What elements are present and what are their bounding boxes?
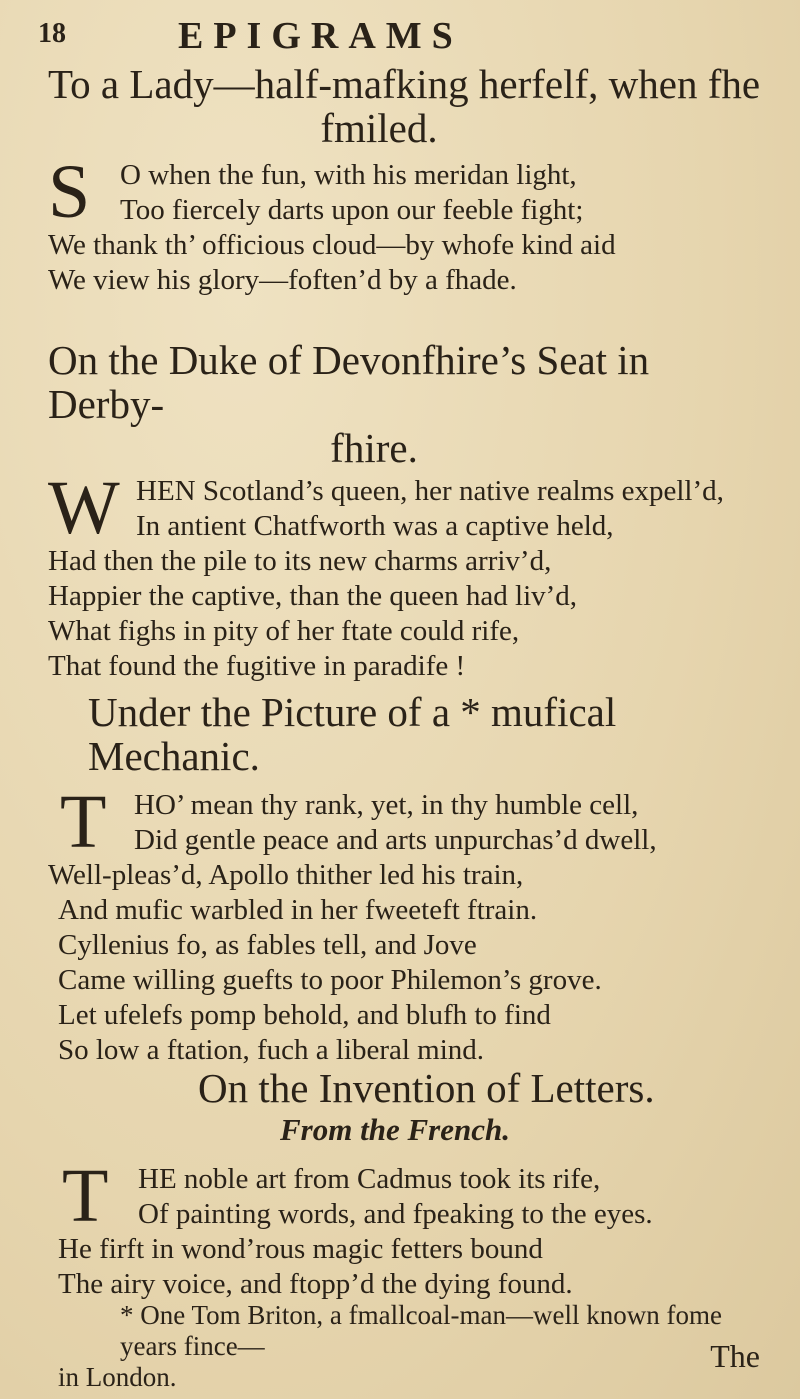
verse-line: HEN Scotland’s queen, her native realms expell’d, <box>136 475 724 507</box>
poem-subtitle: From the French. <box>280 1112 510 1147</box>
verse-line: He firft in wond’rous magic fetters bound <box>58 1233 543 1265</box>
verse-line: Let ufelefs pomp behold, and blufh to find <box>58 999 551 1031</box>
stanza <box>48 780 770 1068</box>
verse-line: We thank th’ officious cloud—by whofe kind aid <box>48 229 616 261</box>
footnote <box>48 1300 770 1393</box>
footnote-line: * One Tom Briton, a fmallcoal-man—well known fome years fince— <box>120 1300 722 1361</box>
poem-letters <box>48 1066 770 1302</box>
stanza <box>48 466 770 684</box>
verse-line: And mufic warbled in her fweeteft ftrain. <box>58 894 538 926</box>
footnote-line: in London. <box>58 1362 177 1392</box>
stanza <box>48 150 770 298</box>
poem-title: Under the Picture of a * mufical Mechanic. <box>88 689 617 779</box>
verse-line: Had then the pile to its new charms arriv’d, <box>48 545 552 577</box>
verse-line: O when the fun, with his meridan light, <box>120 159 577 191</box>
poem-title: To a Lady—half-mafking herfelf, when fhe <box>48 61 761 107</box>
poem-title: On the Duke of Devonfhire’s Seat in Derby- <box>48 337 650 427</box>
verse-line: The airy voice, and ftopp’d the dying found. <box>58 1268 573 1300</box>
poem-title-cont: fmiled. <box>320 105 438 151</box>
running-title: EPIGRAMS <box>178 15 463 57</box>
verse-line: Too fiercely darts upon our feeble fight; <box>120 194 584 226</box>
verse-line: Came willing guefts to poor Philemon’s grove. <box>58 964 602 996</box>
stanza <box>48 1154 770 1302</box>
poem-title-cont: fhire. <box>330 425 418 471</box>
drop-cap: T <box>62 1154 109 1238</box>
verse-line: What fighs in pity of her ftate could rife, <box>48 615 520 647</box>
verse-line: HO’ mean thy rank, yet, in thy humble cell, <box>134 789 639 821</box>
drop-cap: T <box>60 780 107 864</box>
catchword: The <box>710 1338 760 1374</box>
poem-lady <box>48 62 770 298</box>
drop-cap: S <box>48 150 91 234</box>
verse-line: HE noble art from Cadmus took its rife, <box>138 1163 601 1195</box>
verse-line: That found the fugitive in paradife ! <box>48 650 466 682</box>
drop-cap: W <box>48 466 120 550</box>
verse-line: We view his glory—foften’d by a fhade. <box>48 264 517 296</box>
verse-line: So low a ftation, fuch a liberal mind. <box>58 1034 485 1066</box>
verse-line: Well-pleas’d, Apollo thither led his train, <box>48 859 524 891</box>
verse-line: Happier the captive, than the queen had liv’d, <box>48 580 578 612</box>
verse-line: Did gentle peace and arts unpurchas’d dwell, <box>134 824 657 856</box>
verse-line: In antient Chatfworth was a captive held, <box>136 510 614 542</box>
poem-devonshire <box>48 338 770 684</box>
poem-title: On the Invention of Letters. <box>198 1065 655 1111</box>
verse-line: Cyllenius fo, as fables tell, and Jove <box>58 929 477 961</box>
poem-mechanic <box>48 690 770 1068</box>
verse-line: Of painting words, and fpeaking to the eyes. <box>138 1198 653 1230</box>
page-number: 18 <box>38 18 66 49</box>
running-head <box>38 14 760 57</box>
